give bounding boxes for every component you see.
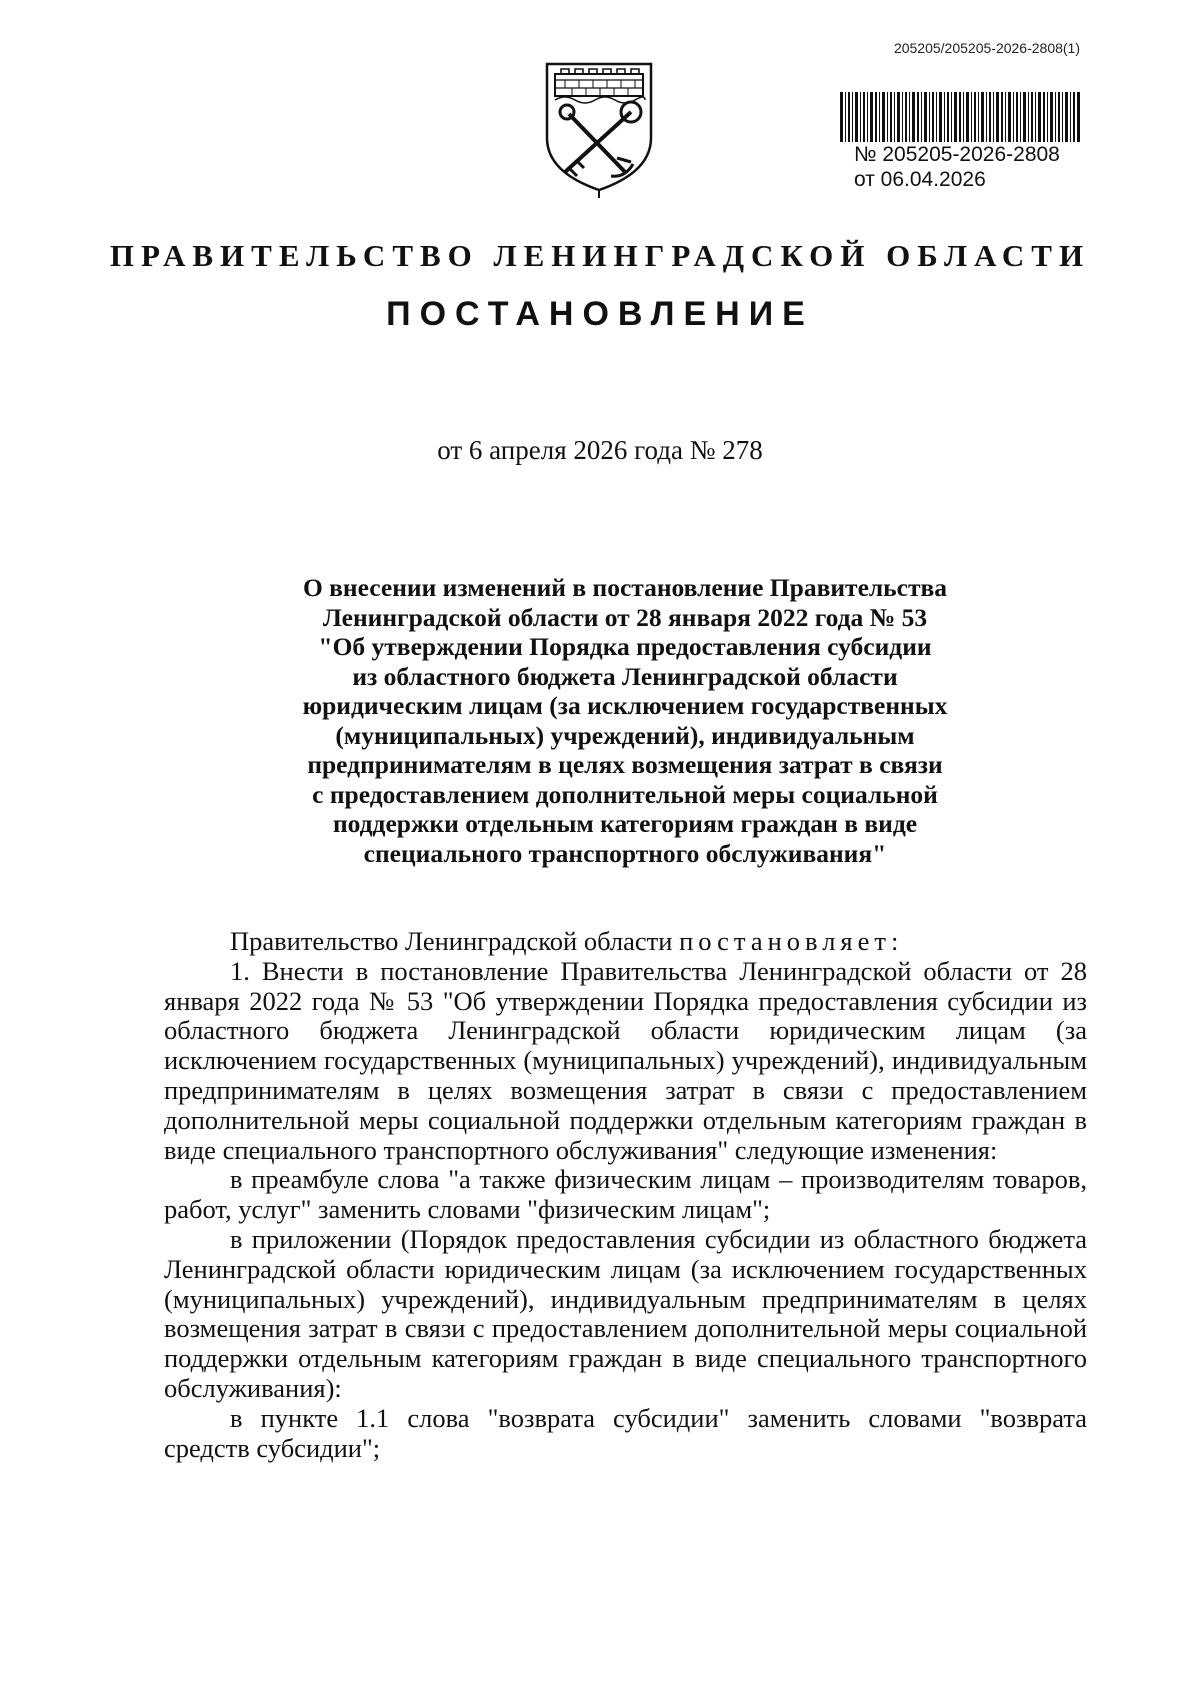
subject-line: (муниципальных) учреждений), индивидуальным [335, 720, 915, 750]
subject-line: с предоставлением дополнительной меры социальной [312, 779, 938, 809]
subject-line: специального транспортного обслуживания" [363, 838, 887, 868]
subject-line: О внесении изменений в постановление Правительства [302, 573, 948, 602]
document-subject [150, 573, 1100, 868]
body-paragraph-4: в пункте 1.1 слова "возврата субсидии" заменить словами "возврата средств субсидии"; [164, 1402, 1087, 1463]
registration-block [854, 142, 1060, 192]
registration-number: № 205205-2026-2808 [854, 143, 1060, 166]
intro-prefix: Правительство Ленинградской области [230, 926, 680, 956]
body-paragraph-2: в преамбуле слова "а также физическим лицам – производителям товаров, работ, услуг" заменить словами "физическим лицам"; [164, 1164, 1087, 1225]
registration-date: от 06.04.2026 [854, 168, 986, 191]
body-paragraph-1: 1. Внести в постановление Правительства Ленинградской области от 28 января 2022 года № 53 "Об утверждении Порядка предоставления субсидии из областного бюджета Ленинградской области юридическим лицам (за исключением государственных (муниципальных) учреждений), индивидуальным предпринимателям в целях возмещения затрат в связи с предоставлением дополнительной меры социальной поддержки отдельным категориям граждан в виде специального транспортного обслуживания" следующие изменения: [164, 955, 1087, 1165]
subject-line: Ленинградской области от 28 января 2022 года № 53 [322, 602, 928, 632]
body-paragraph-3: в приложении (Порядок предоставления субсидии из областного бюджета Ленинградской области юридическим лицам (за исключением государственных (муниципальных) учреждений), индивидуальным предпринимателям в целях возмещения затрат в связи с предоставлением дополнительной меры социальной поддержки отдельным категориям граждан в виде специального транспортного обслуживания): [164, 1223, 1087, 1403]
coat-of-arms-emblem-icon [541, 60, 657, 200]
barcode-icon [840, 92, 1080, 142]
document-type: ПОСТАНОВЛЕНИЕ [386, 295, 814, 333]
document-date-number: от 6 апреля 2026 года № 278 [437, 435, 763, 465]
intro-paragraph [164, 927, 1087, 957]
document-code: 205205/205205-2026-2808(1) [893, 40, 1080, 56]
subject-line: из областного бюджета Ленинградской области [352, 661, 898, 691]
document-body [164, 927, 1087, 1463]
subject-line: предпринимателям в целях возмещения затрат в связи [307, 750, 943, 779]
subject-line: юридическим лицам (за исключением государственных [302, 691, 948, 720]
subject-line: "Об утверждении Порядка предоставления субсидии [318, 632, 932, 661]
subject-line: поддержки отдельным категориям граждан в виде [332, 809, 918, 838]
government-title: ПРАВИТЕЛЬСТВО ЛЕНИНГРАДСКОЙ ОБЛАСТИ [109, 238, 1091, 273]
intro-keyword: постановляет: [679, 926, 904, 956]
